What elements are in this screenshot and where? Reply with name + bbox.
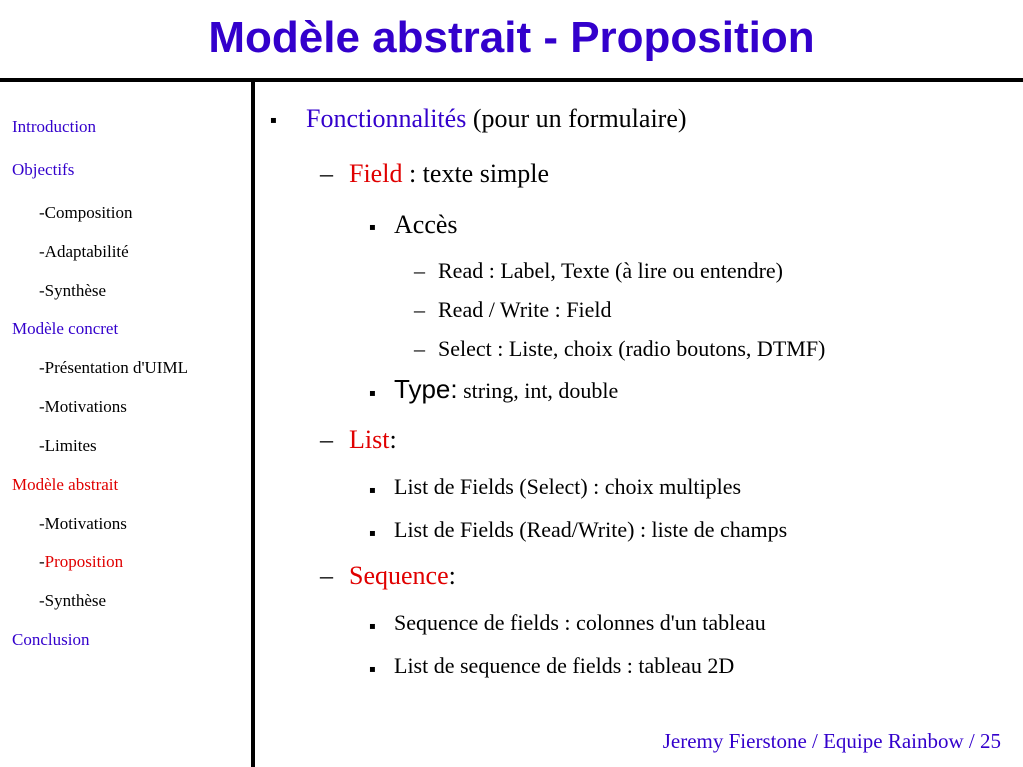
nav-item-presentation-uiml[interactable]: -Présentation d'UIML	[39, 358, 188, 377]
nav-item-synthese-2[interactable]: -Synthèse	[39, 591, 107, 610]
bullet-read: Read : Label, Texte (à lire ou entendre)	[438, 258, 784, 283]
nav-item-limites[interactable]: -Limites	[39, 436, 97, 455]
nav-item-modele-concret[interactable]: Modèle concret	[12, 319, 119, 338]
bullet-field	[349, 159, 549, 189]
dash-bullet-icon: –	[320, 425, 333, 454]
type-label: Type:	[394, 374, 458, 404]
nav-item-composition[interactable]: -Composition	[39, 203, 133, 222]
fonctionnalites-label: Fonctionnalités	[306, 104, 467, 133]
dash-bullet-icon: –	[320, 561, 333, 590]
nav-item-introduction[interactable]: Introduction	[12, 117, 97, 136]
nav-item-motivations-2[interactable]: -Motivations	[39, 514, 127, 533]
list-colon: :	[389, 425, 397, 454]
bullet-read-write: Read / Write : Field	[438, 297, 612, 322]
bullet-list-seq: List de sequence de fields : tableau 2D	[394, 653, 735, 678]
dash-bullet-icon: –	[414, 336, 425, 361]
bullet-select: Select : Liste, choix (radio boutons, DTMF)	[438, 336, 826, 361]
dash-bullet-icon: –	[414, 297, 425, 322]
nav-item-proposition-label: Proposition	[44, 552, 124, 571]
slide-footer: Jeremy Fierstone / Equipe Rainbow / 25	[662, 729, 1001, 753]
field-label: Field	[349, 159, 403, 188]
square-bullet-icon: ▪	[369, 528, 376, 539]
dash-bullet-icon: –	[320, 159, 333, 188]
nav-item-synthese-1[interactable]: -Synthèse	[39, 281, 107, 300]
square-bullet-icon: ▪	[369, 485, 376, 496]
square-bullet-icon: ▪	[369, 621, 376, 632]
bullet-type	[394, 374, 618, 404]
bullet-list-select: List de Fields (Select) : choix multiples	[394, 474, 742, 499]
nav-item-motivations-1[interactable]: -Motivations	[39, 397, 127, 416]
type-values: string, int, double	[457, 378, 619, 403]
field-rest: : texte simple	[402, 159, 550, 188]
bullet-acces: Accès	[394, 210, 458, 239]
bullet-seq-fields: Sequence de fields : colonnes d'un tableau	[394, 610, 766, 635]
slide-content	[256, 82, 1023, 722]
fonctionnalites-rest: (pour un formulaire)	[466, 104, 687, 133]
sequence-label: Sequence	[349, 561, 449, 590]
nav-item-adaptabilite[interactable]: -Adaptabilité	[39, 242, 129, 261]
square-bullet-icon: ▪	[369, 388, 376, 399]
nav-item-modele-abstrait[interactable]: Modèle abstrait	[12, 475, 119, 494]
nav-item-objectifs[interactable]: Objectifs	[12, 160, 75, 179]
sequence-colon: :	[448, 561, 456, 590]
square-bullet-icon: ▪	[270, 115, 277, 126]
dash-bullet-icon: –	[414, 258, 425, 283]
list-label: List	[349, 425, 390, 454]
square-bullet-icon: ▪	[369, 664, 376, 675]
bullet-fonctionnalites	[306, 104, 687, 134]
bullet-sequence	[349, 561, 456, 591]
sidebar-nav	[0, 0, 250, 767]
nav-item-proposition-prefix: -	[39, 552, 45, 571]
square-bullet-icon: ▪	[369, 222, 376, 233]
bullet-list	[349, 425, 397, 455]
nav-item-conclusion[interactable]: Conclusion	[12, 630, 90, 649]
bullet-list-rw: List de Fields (Read/Write) : liste de champs	[394, 517, 788, 542]
nav-item-proposition[interactable]	[39, 552, 123, 572]
slide-title: Modèle abstrait - Proposition	[208, 13, 815, 62]
sidebar-divider	[251, 80, 255, 767]
